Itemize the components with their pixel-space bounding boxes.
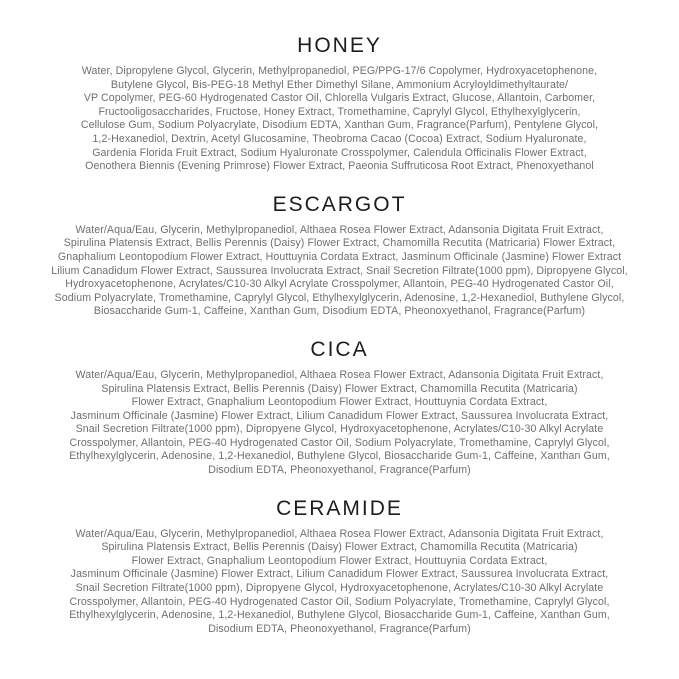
ingredient-list-escargot [16,224,664,319]
ingredient-line: Ethylhexylglycerin, Adenosine, 1,2-Hexanediol, Buthylene Glycol, Biosaccharide Gum-1, Caffeine, Xanthan Gum, [69,609,610,622]
ingredient-line: Water/Aqua/Eau, Glycerin, Methylpropanediol, Althaea Rosea Flower Extract, Adansonia Digitata Fruit Extract, [75,527,604,540]
ingredient-line: Disodium EDTA, Pheonoxyethanol, Fragrance(Parfum) [208,464,471,477]
ingredient-list-ceramide [16,528,664,637]
ingredient-line: 1,2-Hexanediol, Dextrin, Acetyl Glucosamine, Theobroma Cacao (Cocoa) Extract, Sodium Hyaluronate, [92,132,587,145]
ingredient-line: Crosspolymer, Allantoin, PEG-40 Hydrogenated Castor Oil, Sodium Polyacrylate, Tromethamine, Caprylyl Glycol, [69,436,610,449]
section-cica [0,338,679,478]
section-ceramide [0,497,679,637]
ingredient-line: Water/Aqua/Eau, Glycerin, Methylpropanediol, Althaea Rosea Flower Extract, Adansonia Digitata Fruit Extract, [75,368,604,381]
section-title-escargot: ESCARGOT [272,192,407,216]
ingredient-line: Spirulina Platensis Extract, Bellis Perennis (Daisy) Flower Extract, Chamomilla Recutita (Matricaria) [101,382,578,395]
ingredient-line: Gnaphalium Leontopodium Flower Extract, Houttuynia Cordata Extract, Jasminum Officinale (Jasmine) Flower Extract [57,250,622,263]
ingredient-line: Oenothera Biennis (Evening Primrose) Flower Extract, Paeonia Suffruticosa Root Extract, Phenoxyethanol [85,160,594,173]
ingredient-line: VP Copolymer, PEG-60 Hydrogenated Castor Oil, Chlorella Vulgaris Extract, Glucose, Allantoin, Carbomer, [83,92,596,105]
ingredient-line: Cellulose Gum, Sodium Polyacrylate, Disodium EDTA, Xanthan Gum, Fragrance(Parfum), Pentylene Glycol, [80,119,599,132]
ingredient-line: Sodium Polyacrylate, Tromethamine, Caprylyl Glycol, Ethylhexylglycerin, Adenosine, 1,2-Hexanediol, Buthylene Glycol, [54,291,625,304]
ingredient-line: Hydroxyacetophenone, Acrylates/C10-30 Alkyl Acrylate Crosspolymer, Allantoin, PEG-40 Hydrogenated Castor Oil, [65,278,614,291]
ingredient-line: Gardenia Florida Fruit Extract, Sodium Hyaluronate Crosspolymer, Calendula Officinalis Flower Extract, [92,146,587,159]
ingredient-list-honey [16,65,664,174]
ingredient-line: Flower Extract, Gnaphalium Leontopodium Flower Extract, Houttuynia Cordata Extract, [131,554,548,567]
ingredient-line: Spirulina Platensis Extract, Bellis Perennis (Daisy) Flower Extract, Chamomilla Recutita (Matricaria) Flower Extract, [63,237,616,250]
ingredient-line: Spirulina Platensis Extract, Bellis Perennis (Daisy) Flower Extract, Chamomilla Recutita (Matricaria) [101,541,578,554]
ingredient-line: Water/Aqua/Eau, Glycerin, Methylpropanediol, Althaea Rosea Flower Extract, Adansonia Digitata Fruit Extract, [75,223,604,236]
ingredient-line: Biosaccharide Gum-1, Caffeine, Xanthan Gum, Disodium EDTA, Pheonoxyethanol, Fragrance(Parfum) [93,305,586,318]
section-escargot [0,193,679,319]
ingredient-line: Jasminum Officinale (Jasmine) Flower Extract, Lilium Canadidum Flower Extract, Saussurea Involucrata Extract, [70,568,609,581]
ingredient-line: Fructooligosaccharides, Fructose, Honey Extract, Tromethamine, Caprylyl Glycol, Ethylhexylglycerin, [98,105,581,118]
ingredient-line: Ethylhexylglycerin, Adenosine, 1,2-Hexanediol, Buthylene Glycol, Biosaccharide Gum-1, Caffeine, Xanthan Gum, [69,450,610,463]
ingredient-line: Disodium EDTA, Pheonoxyethanol, Fragrance(Parfum) [208,622,471,635]
ingredient-line: Snail Secretion Filtrate(1000 ppm), Dipropyene Glycol, Hydroxyacetophenone, Acrylates/C10-30 Alkyl Acrylate [75,423,604,436]
ingredient-line: Butylene Glycol, Bis-PEG-18 Methyl Ether Dimethyl Silane, Ammonium Acryloyldimethyltaurate/ [110,78,569,91]
ingredient-list-cica [16,369,664,478]
ingredient-line: Jasminum Officinale (Jasmine) Flower Extract, Lilium Canadidum Flower Extract, Saussurea Involucrata Extract, [70,409,609,422]
section-honey [0,34,679,174]
ingredient-line: Flower Extract, Gnaphalium Leontopodium Flower Extract, Houttuynia Cordata Extract, [131,396,548,409]
ingredient-line: Water, Dipropylene Glycol, Glycerin, Methylpropanediol, PEG/PPG-17/6 Copolymer, Hydroxyacetophenone, [81,65,598,77]
ingredient-line: Crosspolymer, Allantoin, PEG-40 Hydrogenated Castor Oil, Sodium Polyacrylate, Tromethamine, Caprylyl Glycol, [69,595,610,608]
section-title-honey: HONEY [297,34,382,57]
section-title-ceramide: CERAMIDE [276,496,403,520]
ingredient-line: Lilium Canadidum Flower Extract, Saussurea Involucrata Extract, Snail Secretion Filtrate(1000 ppm), Dipropyene Glycol, [51,264,628,277]
ingredient-line: Snail Secretion Filtrate(1000 ppm), Dipropyene Glycol, Hydroxyacetophenone, Acrylates/C10-30 Alkyl Acrylate [75,582,604,595]
section-title-cica: CICA [310,337,369,361]
